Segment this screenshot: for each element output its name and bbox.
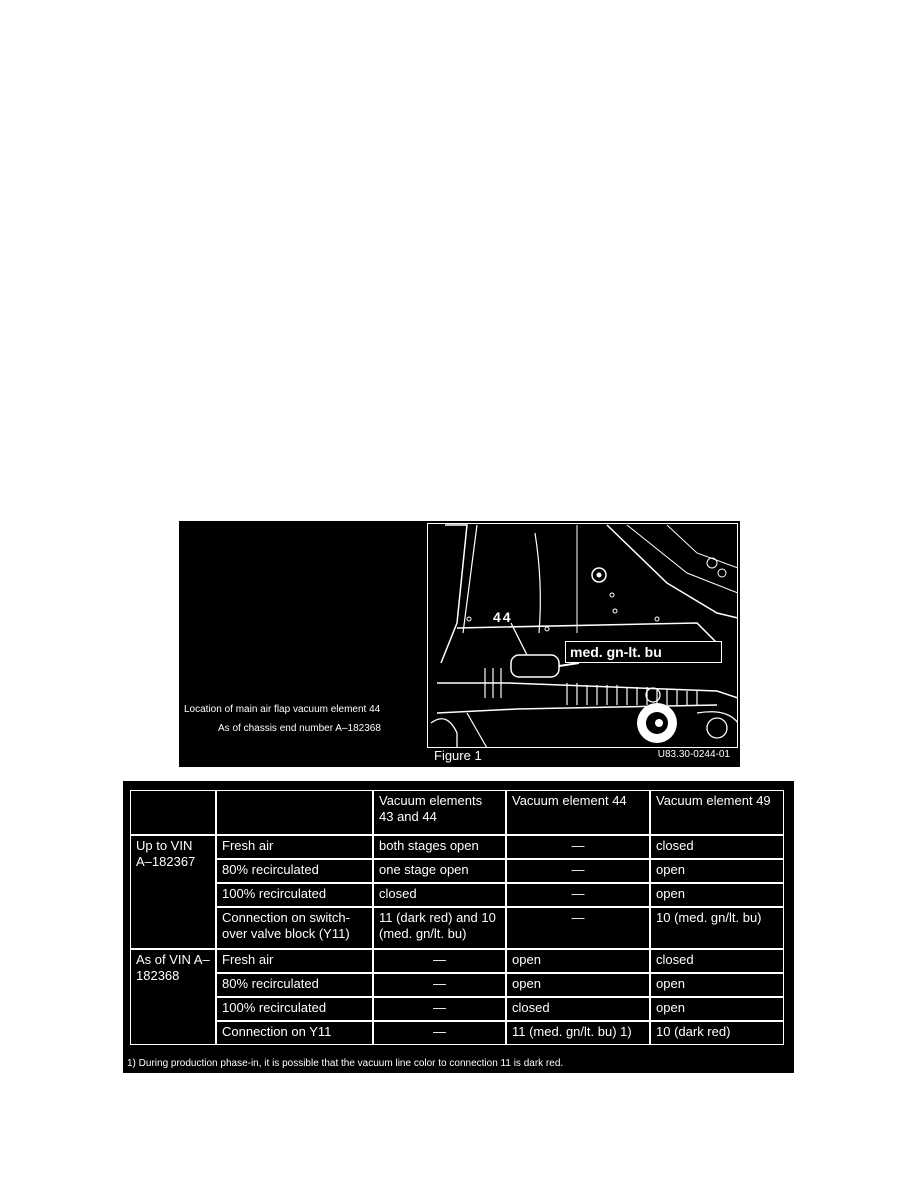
table-cell: — (506, 835, 650, 859)
table-cell: 11 (dark red) and 10 (med. gn/lt. bu) (373, 907, 506, 949)
vacuum-element-table-box (123, 781, 794, 1073)
figure-1 (179, 521, 740, 767)
header-cell: Vacuum element 44 (506, 790, 650, 835)
table-cell: open (650, 973, 784, 997)
table-cell: closed (650, 835, 784, 859)
table-row (130, 949, 784, 973)
table-cell: open (506, 973, 650, 997)
figure-caption-line1: Location of main air flap vacuum element 44 (184, 704, 381, 715)
table-cell: — (506, 883, 650, 907)
figure-caption-line2: As of chassis end number A–182368 (218, 723, 381, 734)
table-cell: closed (373, 883, 506, 907)
group-label: Up to VIN A–182367 (130, 835, 216, 949)
table-row (130, 907, 784, 949)
figure-label: Figure 1 (434, 748, 482, 763)
table-cell: one stage open (373, 859, 506, 883)
table-cell: Fresh air (216, 949, 373, 973)
table-cell: — (373, 997, 506, 1021)
table-cell: — (373, 1021, 506, 1045)
header-cell: Vacuum elements 43 and 44 (373, 790, 506, 835)
header-cell (130, 790, 216, 835)
table-cell: 80% recirculated (216, 973, 373, 997)
table-cell: Connection on Y11 (216, 1021, 373, 1045)
table-cell: — (373, 973, 506, 997)
table-cell: Fresh air (216, 835, 373, 859)
header-cell: Vacuum element 49 (650, 790, 784, 835)
table-row (130, 997, 784, 1021)
table-row (130, 973, 784, 997)
table-row (130, 835, 784, 859)
table-cell: open (650, 859, 784, 883)
table-cell: open (650, 883, 784, 907)
vacuum-element-table (130, 790, 784, 1045)
table-cell: 100% recirculated (216, 883, 373, 907)
table-cell: 80% recirculated (216, 859, 373, 883)
figure-code: U83.30-0244-01 (657, 749, 730, 760)
table-cell: — (506, 859, 650, 883)
table-footnote: 1) During production phase-in, it is possible that the vacuum line color to connection 11 is dark red. (127, 1058, 564, 1069)
engine-bay-photo (427, 523, 738, 748)
table-cell: 100% recirculated (216, 997, 373, 1021)
table-row (130, 1021, 784, 1045)
callout-color-label: med. gn-lt. bu (565, 641, 722, 663)
table-cell: open (650, 997, 784, 1021)
table-header-row (130, 790, 784, 835)
table-cell: Connection on switch-over valve block (Y11) (216, 907, 373, 949)
table-cell: closed (506, 997, 650, 1021)
table-cell: 10 (dark red) (650, 1021, 784, 1045)
table-row (130, 883, 784, 907)
table-cell: — (373, 949, 506, 973)
table-cell: open (506, 949, 650, 973)
header-cell (216, 790, 373, 835)
table-cell: 10 (med. gn/lt. bu) (650, 907, 784, 949)
callout-number-44: 44 (493, 609, 513, 625)
table-cell: 11 (med. gn/lt. bu) 1) (506, 1021, 650, 1045)
table-row (130, 859, 784, 883)
table-cell: closed (650, 949, 784, 973)
group-label: As of VIN A–182368 (130, 949, 216, 1045)
table-cell: — (506, 907, 650, 949)
table-cell: both stages open (373, 835, 506, 859)
